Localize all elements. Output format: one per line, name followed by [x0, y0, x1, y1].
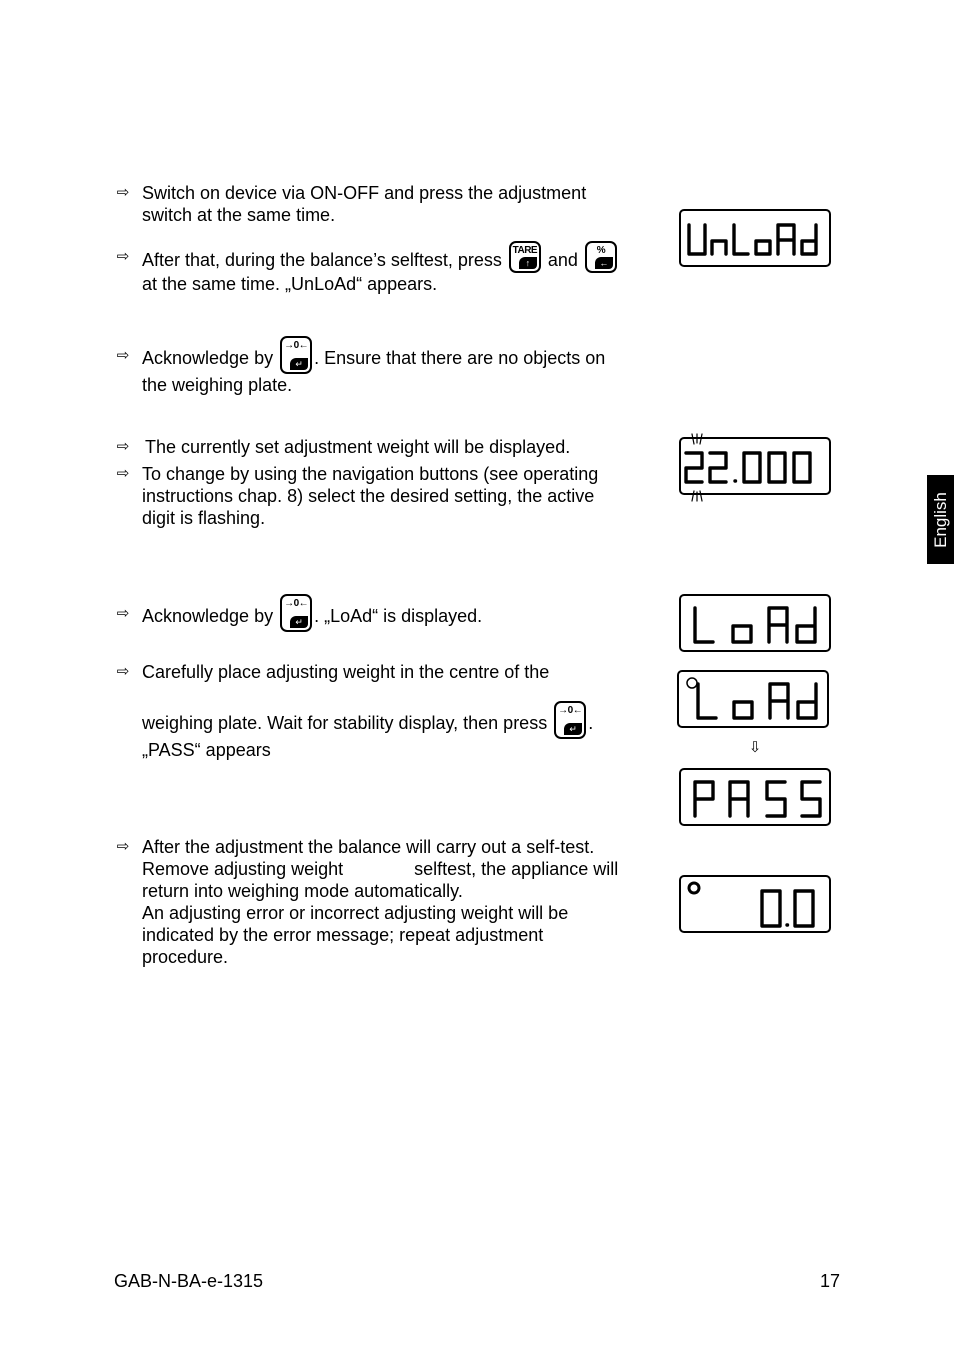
step-arrow-icon: ⇨: [116, 184, 130, 201]
zero-enter-key-icon: →0← ↵: [280, 594, 312, 632]
display-adjustment-weight: [679, 437, 831, 495]
unload-readout: [681, 211, 833, 269]
display-load-stable: [677, 670, 829, 728]
weight-readout: [681, 439, 833, 497]
step-press-keys: [114, 241, 654, 295]
step-text: The currently set adjustment weight will be displayed.: [145, 437, 571, 457]
step-arrow-icon: ⇨: [116, 248, 130, 265]
step-text: Carefully place adjusting weight in the centre of the weighing plate. Wait for stability display, then press →0← ↵ . „PASS“ appears: [142, 662, 594, 760]
step-arrow-icon: ⇨: [116, 465, 130, 482]
load-stable-readout: [679, 672, 831, 730]
step-switch-on: [114, 182, 654, 226]
document-id: GAB-N-BA-e-1315: [114, 1271, 264, 1291]
step-text: After that, during the balance’s selftest, press TARE ↑ and % ← at the same time. „UnLoAd“ appears.: [142, 241, 654, 295]
display-load: [679, 594, 831, 652]
step-change-weight: [114, 463, 654, 529]
step-arrow-icon: ⇨: [116, 347, 130, 364]
zero-enter-key-icon: →0← ↵: [280, 336, 312, 374]
step-weight-displayed: [114, 436, 654, 458]
tare-key-icon: TARE ↑: [509, 241, 541, 273]
step-text: Switch on device via ON-OFF and press the adjustment switch at the same time.: [142, 183, 587, 225]
zero-enter-key-icon: →0← ↵: [554, 701, 586, 739]
page-number: 17: [820, 1271, 841, 1291]
step-text: Acknowledge by →0← ↵ . Ensure that there are no objects on the weighing plate.: [142, 336, 654, 396]
step-text: To change by using the navigation buttons (see operating instructions chap. 8) select the desired setting, the active digit is flashing.: [142, 464, 599, 528]
display-unload: [679, 209, 831, 267]
step-text: After the adjustment the balance will carry out a self-test. Remove adjusting weight selftest, the appliance will return into weighing mode automatically. An adjusting error or incorrect adjusting weight will be indicated by the error message; repeat adjustment procedure.: [142, 837, 619, 967]
display-pass: [679, 768, 831, 826]
step-arrow-icon: ⇨: [116, 663, 130, 680]
step-acknowledge-unload: [114, 336, 654, 396]
step-acknowledge-weight: [114, 594, 654, 632]
step-arrow-icon: ⇨: [116, 438, 130, 455]
step-arrow-icon: ⇨: [116, 838, 130, 855]
step-self-test: [114, 836, 654, 968]
sequence-down-arrow-icon: ⇩: [748, 739, 762, 756]
display-zero: [679, 875, 831, 933]
zero-readout: [681, 877, 833, 935]
language-tab: English: [927, 475, 954, 564]
step-arrow-icon: ⇨: [116, 605, 130, 622]
percent-key-icon: % ←: [585, 241, 617, 273]
step-place-weight: [114, 661, 654, 761]
load-readout: [681, 596, 833, 654]
pass-readout: [681, 770, 833, 828]
step-text: Acknowledge by →0← ↵ . „LoAd“ is displayed.: [142, 594, 654, 632]
